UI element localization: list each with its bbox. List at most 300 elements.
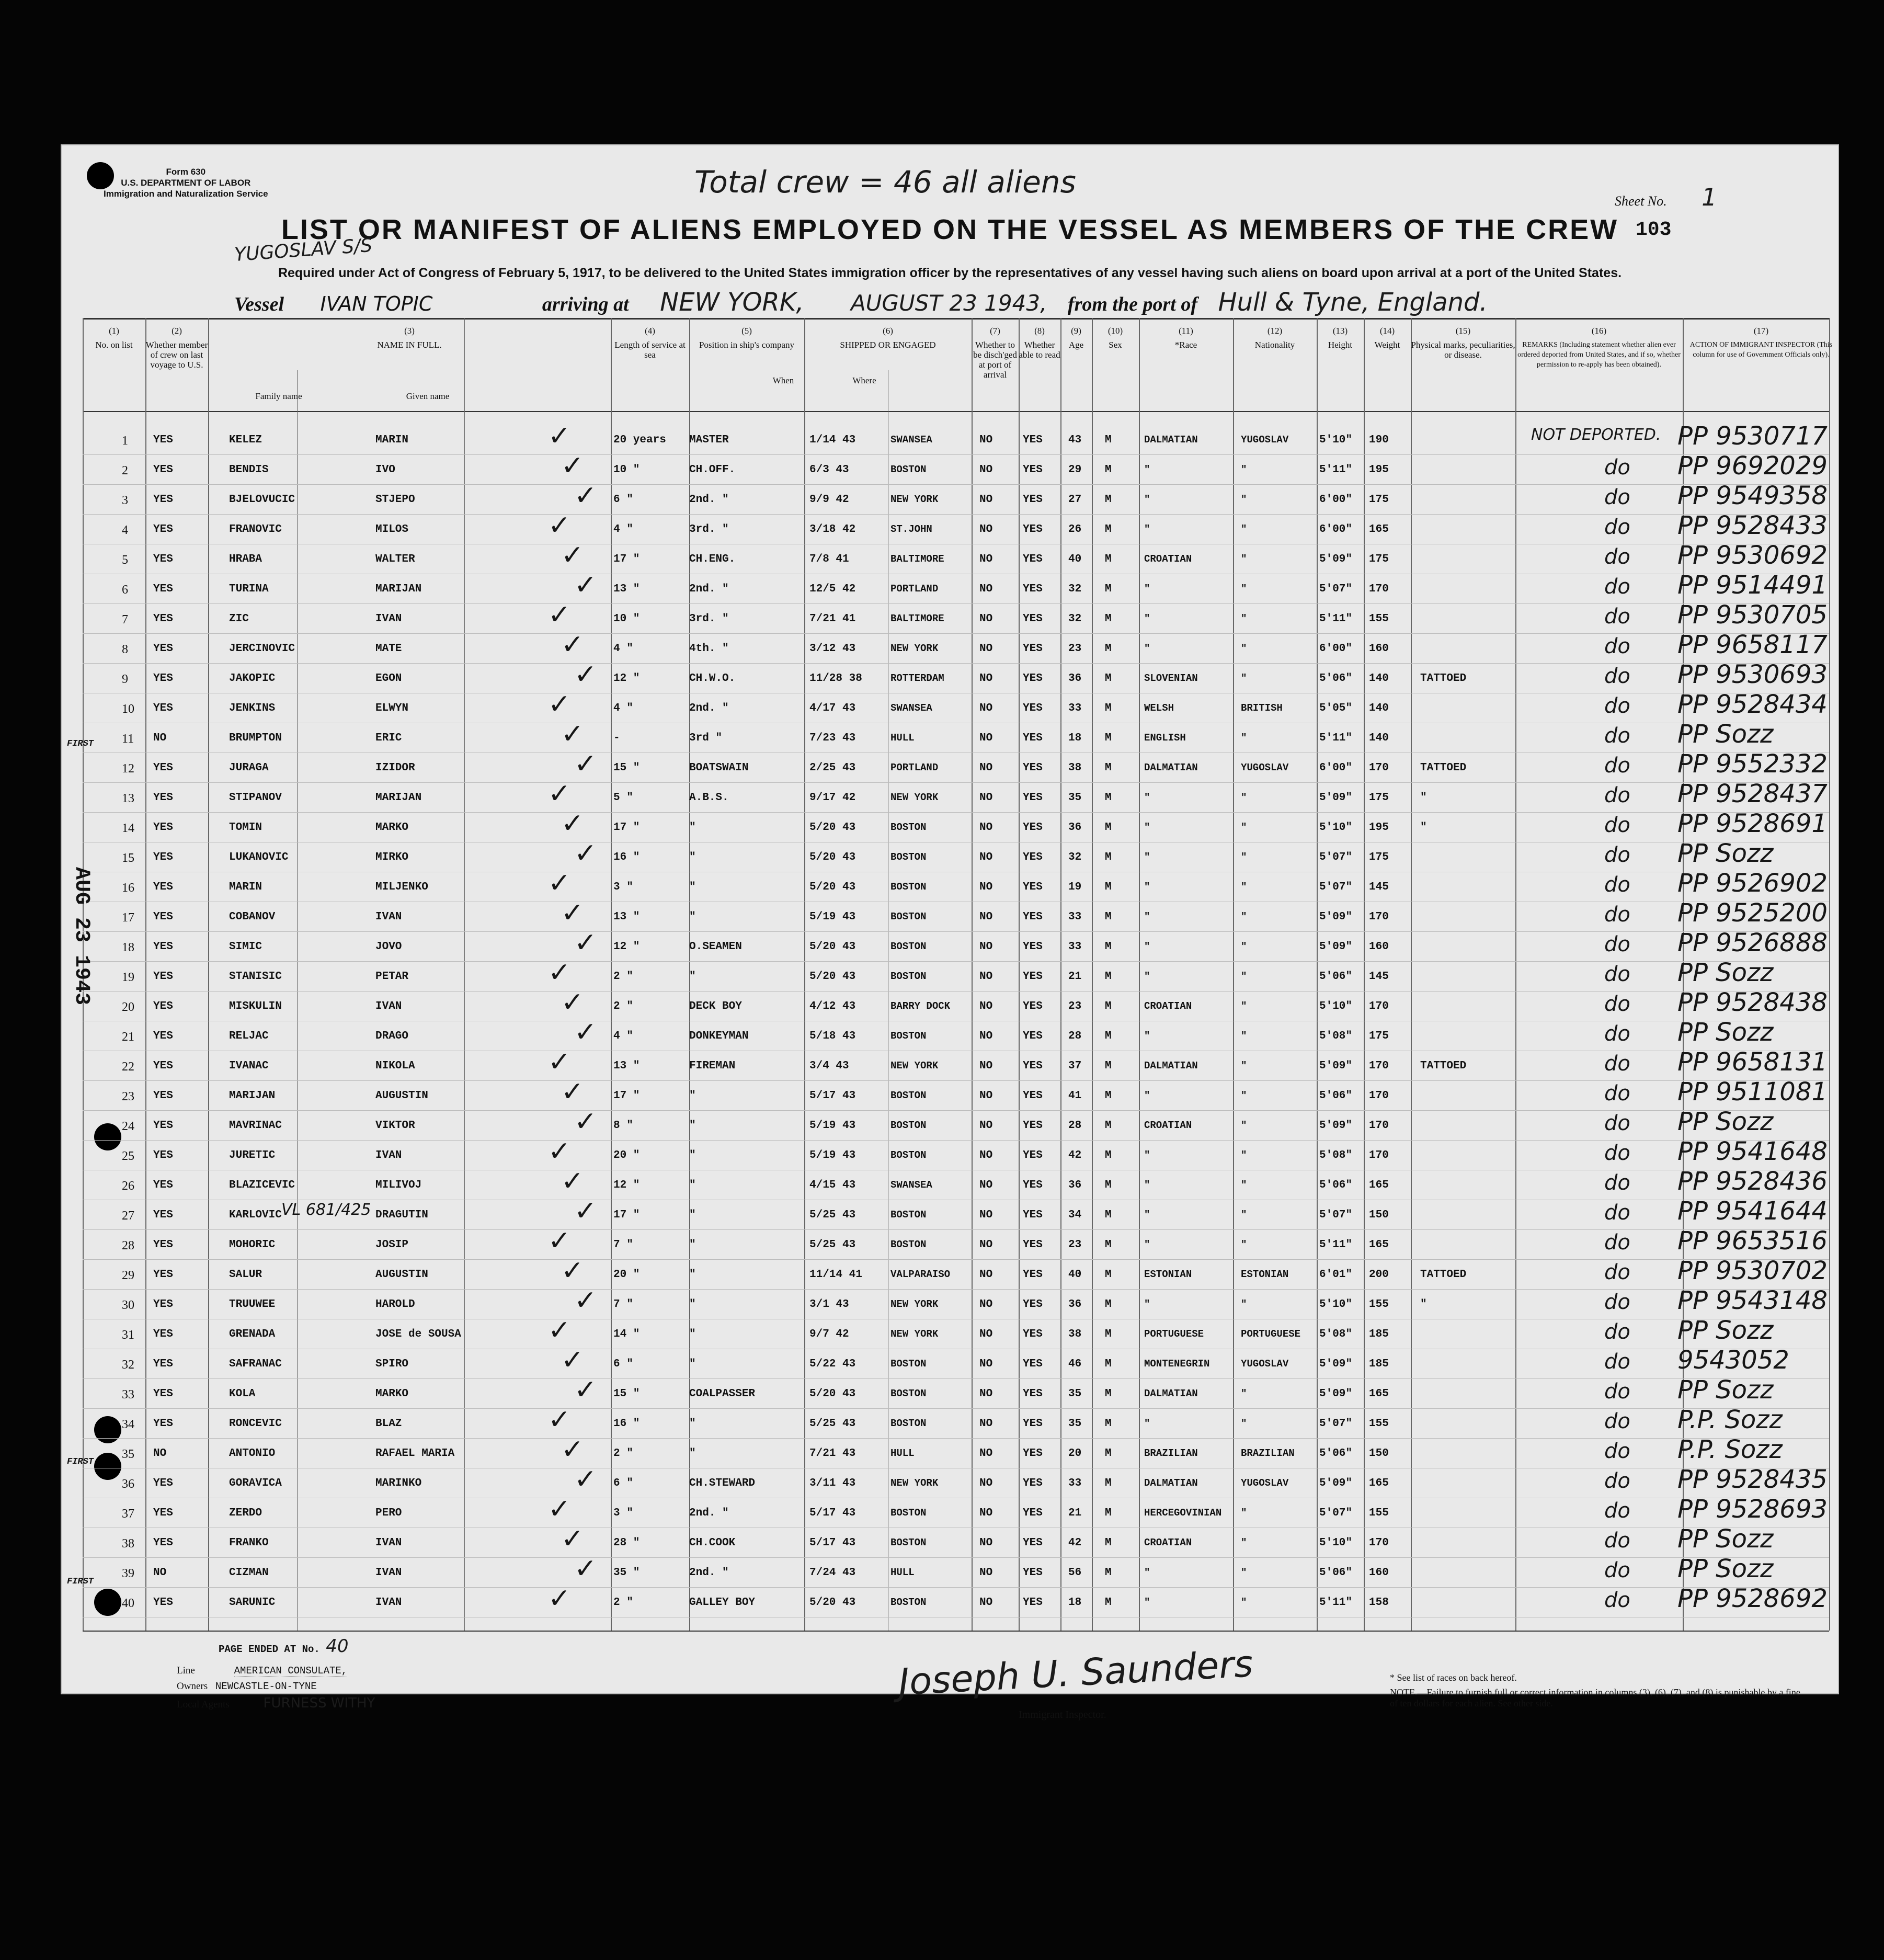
cell-prev: YES <box>153 464 173 476</box>
cell-service: 15 " <box>613 1388 640 1400</box>
cell-race: DALMATIAN <box>1144 1060 1198 1072</box>
cell-age: 32 <box>1068 851 1082 863</box>
cell-remark: do <box>1604 1350 1630 1374</box>
cell-given: RAFAEL MARIA <box>375 1448 455 1460</box>
cell-position: " <box>689 1298 696 1311</box>
cell-no: 35 <box>122 1448 134 1461</box>
cell-race: " <box>1144 523 1150 535</box>
cell-family: FRANOVIC <box>229 523 282 535</box>
cell-family: BJELOVUCIC <box>229 494 295 506</box>
cell-disch: NO <box>979 1149 993 1161</box>
cell-nat: " <box>1241 1209 1247 1221</box>
cell-remark: do <box>1604 1022 1630 1046</box>
cell-nat: " <box>1241 1000 1247 1012</box>
cell-age: 36 <box>1068 822 1082 834</box>
column-number: (15) <box>1455 326 1471 336</box>
cell-inspector-action: PP Sozz <box>1677 1018 1774 1047</box>
cell-when: 7/21 43 <box>809 1448 856 1460</box>
cell-prev: YES <box>153 1239 173 1251</box>
cell-service: 10 " <box>613 464 640 476</box>
cell-race: " <box>1144 1179 1150 1191</box>
cell-remark: do <box>1604 754 1630 778</box>
cell-where: PORTLAND <box>890 762 939 773</box>
cell-height: 5'11" <box>1319 1239 1353 1251</box>
cell-family: HRABA <box>229 553 262 565</box>
check-mark-icon: ✓ <box>548 957 571 988</box>
cell-inspector-action: PP Sozz <box>1677 958 1774 987</box>
cell-prev: YES <box>153 1537 173 1549</box>
cell-service: 16 " <box>613 1418 640 1430</box>
cell-when: 9/17 42 <box>809 792 856 804</box>
check-mark-icon: ✓ <box>561 808 584 839</box>
cell-remark: do <box>1604 1469 1630 1493</box>
line-label: Line <box>177 1665 195 1676</box>
cell-weight: 170 <box>1369 911 1389 923</box>
cell-disch: NO <box>979 1120 993 1132</box>
cell-race: CROATIAN <box>1144 1000 1192 1012</box>
cell-nat: " <box>1241 1507 1247 1519</box>
cell-age: 41 <box>1068 1090 1082 1102</box>
cell-service: 7 " <box>613 1298 633 1311</box>
cell-nat: " <box>1241 1239 1247 1250</box>
check-mark-icon: ✓ <box>548 1315 571 1346</box>
cell-sex: M <box>1105 941 1112 953</box>
cell-where: ST.JOHN <box>890 523 932 535</box>
cell-position: CH.STEWARD <box>689 1477 756 1489</box>
cell-read: YES <box>1023 673 1043 685</box>
cell-family: STIPANOV <box>229 792 282 804</box>
manifest-sheet <box>62 145 1838 1720</box>
check-mark-icon: ✓ <box>548 689 571 720</box>
cell-service: 20 " <box>613 1149 640 1161</box>
cell-family: JENKINS <box>229 702 276 714</box>
check-mark-icon: ✓ <box>548 1225 571 1257</box>
cell-inspector-action: P.P. Sozz <box>1677 1405 1783 1434</box>
cell-family: JERCINOVIC <box>229 643 295 655</box>
line-field <box>177 1665 347 1677</box>
cell-read: YES <box>1023 1477 1043 1489</box>
check-mark-icon: ✓ <box>561 1523 584 1555</box>
cell-where: BOSTON <box>890 1120 927 1131</box>
cell-read: YES <box>1023 1537 1043 1549</box>
cell-height: 5'10" <box>1319 1298 1353 1311</box>
cell-given: DRAGO <box>375 1030 409 1042</box>
check-mark-icon: ✓ <box>574 1106 597 1137</box>
check-mark-icon: ✓ <box>561 1434 584 1465</box>
cell-when: 5/20 43 <box>809 822 856 834</box>
cell-where: BARRY DOCK <box>890 1000 951 1012</box>
cell-weight: 175 <box>1369 1030 1389 1042</box>
cell-remark: NOT DEPORTED. <box>1531 426 1661 444</box>
cell-height: 6'00" <box>1319 494 1353 506</box>
cell-sex: M <box>1105 1448 1112 1460</box>
cell-no: 32 <box>122 1358 134 1372</box>
column-number: (2) <box>172 326 182 336</box>
cell-weight: 165 <box>1369 1388 1389 1400</box>
cell-remark: do <box>1604 724 1630 748</box>
column-number: (14) <box>1379 326 1395 336</box>
cell-sex: M <box>1105 1388 1112 1400</box>
cell-sex: M <box>1105 1507 1112 1519</box>
column-header <box>83 326 145 350</box>
cell-family: JAKOPIC <box>229 673 276 685</box>
inspector-label: Immigrant Inspector. <box>1019 1709 1106 1720</box>
cell-nat: " <box>1241 941 1247 952</box>
cell-inspector-action: PP 9528433 <box>1677 511 1828 540</box>
cell-given: STJEPO <box>375 494 415 506</box>
cell-given: IVAN <box>375 911 402 923</box>
column-label: Whether member of crew on last voyage to U.S. <box>145 340 208 370</box>
cell-remark: do <box>1604 873 1630 897</box>
cell-weight: 160 <box>1369 643 1389 655</box>
subheader-family-name: Family name <box>255 391 302 401</box>
penalty-note: NOTE.—Failure to furnish full or correct information in columns (3), (6), (7), and (8) is punishable by a fine of ten dollars for each alien. See other side. <box>1390 1687 1800 1708</box>
cell-inspector-action: PP 9541644 <box>1677 1196 1828 1226</box>
cell-age: 33 <box>1068 941 1082 953</box>
cell-when: 5/19 43 <box>809 911 856 923</box>
cell-weight: 140 <box>1369 673 1389 685</box>
cell-when: 5/20 43 <box>809 941 856 953</box>
cell-disch: NO <box>979 941 993 953</box>
cell-age: 23 <box>1068 1000 1082 1012</box>
cell-age: 42 <box>1068 1537 1082 1549</box>
cell-given: MARIJAN <box>375 583 422 595</box>
line-value: AMERICAN CONSULATE, <box>234 1665 348 1677</box>
cell-disch: NO <box>979 762 993 774</box>
cell-where: HULL <box>890 1448 915 1459</box>
cell-disch: NO <box>979 1179 993 1191</box>
check-mark-icon: ✓ <box>574 480 597 511</box>
cell-race: " <box>1144 1239 1150 1250</box>
cell-read: YES <box>1023 881 1043 893</box>
column-header <box>1411 326 1515 360</box>
cell-inspector-action: PP 9692029 <box>1677 451 1828 481</box>
check-mark-icon: ✓ <box>574 1374 597 1406</box>
cell-race: WELSH <box>1144 702 1174 714</box>
column-rule <box>804 318 805 1631</box>
cell-age: 20 <box>1068 1448 1082 1460</box>
cell-height: 5'09" <box>1319 792 1353 804</box>
cell-read: YES <box>1023 1388 1043 1400</box>
cell-where: NEW YORK <box>890 1477 939 1489</box>
cell-no: 39 <box>122 1567 134 1580</box>
cell-race: " <box>1144 643 1150 654</box>
cell-disch: NO <box>979 643 993 655</box>
vessel-name: IVAN TOPIC <box>320 292 433 315</box>
cell-inspector-action: PP 9528692 <box>1677 1584 1828 1613</box>
check-mark-icon: ✓ <box>548 778 571 810</box>
cell-sex: M <box>1105 971 1112 983</box>
cell-marks: " <box>1420 822 1427 834</box>
cell-age: 28 <box>1068 1030 1082 1042</box>
cell-no: 12 <box>122 762 134 776</box>
cell-read: YES <box>1023 1418 1043 1430</box>
cell-no: 4 <box>122 523 128 537</box>
cell-nat: " <box>1241 881 1247 893</box>
column-label: Whether to be disch'ged at port of arrival <box>973 340 1017 380</box>
cell-where: BOSTON <box>890 1507 927 1519</box>
column-rule <box>1092 318 1093 1631</box>
column-number: (7) <box>990 326 1000 336</box>
cell-height: 5'06" <box>1319 1090 1353 1102</box>
cell-read: YES <box>1023 1120 1043 1132</box>
cell-nat: " <box>1241 1090 1247 1101</box>
table-top-rule <box>83 318 1829 320</box>
column-label: NAME IN FULL. <box>377 340 442 350</box>
cell-prev: YES <box>153 1090 173 1102</box>
cell-sex: M <box>1105 1120 1112 1132</box>
cell-inspector-action: PP 9658131 <box>1677 1047 1828 1077</box>
cell-inspector-action: PP 9528693 <box>1677 1495 1828 1524</box>
cell-position: " <box>689 1209 696 1221</box>
cell-no: 19 <box>122 971 134 984</box>
column-rule <box>1411 318 1412 1631</box>
cell-remark: do <box>1604 1380 1630 1404</box>
column-rule <box>1139 318 1140 1631</box>
cell-age: 36 <box>1068 673 1082 685</box>
cell-race: SLOVENIAN <box>1144 673 1198 684</box>
cell-marks: TATTOED <box>1420 673 1467 685</box>
cell-given: MARKO <box>375 1388 409 1400</box>
cell-age: 43 <box>1068 434 1082 446</box>
row-rule <box>83 454 1829 455</box>
cell-family: RONCEVIC <box>229 1418 282 1430</box>
cell-when: 3/1 43 <box>809 1298 849 1311</box>
cell-remark: do <box>1604 1171 1630 1195</box>
cell-nat: " <box>1241 643 1247 654</box>
cell-race: " <box>1144 1090 1150 1101</box>
cell-height: 5'09" <box>1319 1358 1353 1370</box>
cell-given: IVO <box>375 464 395 476</box>
cell-where: BOSTON <box>890 822 927 833</box>
cell-where: BOSTON <box>890 881 927 893</box>
column-header <box>208 326 611 350</box>
cell-height: 5'09" <box>1319 553 1353 565</box>
cell-given: MATE <box>375 643 402 655</box>
cell-service: 5 " <box>613 792 633 804</box>
row-rule <box>83 991 1829 992</box>
column-header <box>972 326 1019 380</box>
cell-height: 5'09" <box>1319 1477 1353 1489</box>
row-rule <box>83 1259 1829 1260</box>
cell-nat: " <box>1241 494 1247 505</box>
cell-disch: NO <box>979 1239 993 1251</box>
cell-where: NEW YORK <box>890 1060 939 1072</box>
page-ended <box>219 1636 349 1657</box>
cell-age: 28 <box>1068 1120 1082 1132</box>
cell-given: IZIDOR <box>375 762 415 774</box>
column-number: (5) <box>741 326 752 336</box>
cell-race: " <box>1144 881 1150 893</box>
cell-sex: M <box>1105 1358 1112 1370</box>
cell-position: " <box>689 851 696 863</box>
cell-sex: M <box>1105 613 1112 625</box>
cell-marks: TATTOED <box>1420 1060 1467 1072</box>
cell-prev: YES <box>153 822 173 834</box>
cell-no: 34 <box>122 1418 134 1431</box>
cell-height: 5'06" <box>1319 971 1353 983</box>
cell-no: 33 <box>122 1388 134 1401</box>
cell-family: MARIJAN <box>229 1090 276 1102</box>
cell-where: HULL <box>890 732 915 744</box>
cell-family: STANISIC <box>229 971 282 983</box>
cell-service: 4 " <box>613 702 633 714</box>
cell-remark: do <box>1604 813 1630 837</box>
cell-race: HERCEGOVINIAN <box>1144 1507 1222 1519</box>
cell-age: 32 <box>1068 583 1082 595</box>
cell-family: SAFRANAC <box>229 1358 282 1370</box>
cell-age: 21 <box>1068 1507 1082 1519</box>
cell-height: 5'09" <box>1319 1388 1353 1400</box>
row-rule <box>83 1289 1829 1290</box>
check-mark-icon: ✓ <box>574 569 597 601</box>
stamp-number: 103 <box>1636 219 1672 241</box>
cell-service: 13 " <box>613 911 640 923</box>
cell-age: 18 <box>1068 1597 1082 1609</box>
cell-sex: M <box>1105 1537 1112 1549</box>
cell-prev: YES <box>153 1507 173 1519</box>
cell-inspector-action: PP 9514491 <box>1677 571 1828 600</box>
row-rule <box>83 812 1829 813</box>
cell-weight: 175 <box>1369 553 1389 565</box>
check-mark-icon: ✓ <box>574 1285 597 1316</box>
cell-sex: M <box>1105 1567 1112 1579</box>
cell-age: 35 <box>1068 792 1082 804</box>
act-of-congress-text: Required under Act of Congress of February 5, 1917, to be delivered to the United States immigration officer by the representatives of any vessel having such aliens on board upon arrival at a port of the United States. <box>278 266 1622 280</box>
cell-position: " <box>689 1448 696 1460</box>
row-rule <box>83 1110 1829 1111</box>
cell-position: O.SEAMEN <box>689 941 742 953</box>
cell-position: DONKEYMAN <box>689 1030 749 1042</box>
cell-no: 11 <box>122 732 134 746</box>
cell-remark: do <box>1604 1111 1630 1135</box>
cell-height: 5'07" <box>1319 583 1353 595</box>
cell-given: DRAGUTIN <box>375 1209 428 1221</box>
cell-when: 3/4 43 <box>809 1060 849 1072</box>
cell-given: MILJENKO <box>375 881 428 893</box>
cell-remark: do <box>1604 1081 1630 1106</box>
cell-where: NEW YORK <box>890 792 939 803</box>
cell-disch: NO <box>979 1477 993 1489</box>
cell-given: IVAN <box>375 1149 402 1161</box>
cell-race: PORTUGUESE <box>1144 1328 1204 1340</box>
cell-remark: do <box>1604 515 1630 539</box>
cell-height: 5'11" <box>1319 613 1353 625</box>
cell-given: ELWYN <box>375 702 409 714</box>
cell-read: YES <box>1023 643 1043 655</box>
cell-service: 17 " <box>613 553 640 565</box>
first-mark: FIRST <box>67 739 94 749</box>
column-header <box>1060 326 1092 350</box>
page-ended-label: PAGE ENDED AT No. <box>219 1644 320 1655</box>
cell-weight: 160 <box>1369 1567 1389 1579</box>
cell-service: 13 " <box>613 1060 640 1072</box>
cell-inspector-action: PP 9549358 <box>1677 481 1828 510</box>
cell-when: 4/12 43 <box>809 1000 856 1012</box>
arrival-date: AUGUST 23 1943, <box>850 290 1047 316</box>
cell-prev: YES <box>153 1030 173 1042</box>
cell-service: 8 " <box>613 1120 633 1132</box>
cell-disch: NO <box>979 881 993 893</box>
cell-nat: YUGOSLAV <box>1241 434 1289 446</box>
cell-family: BRUMPTON <box>229 732 282 744</box>
cell-race: " <box>1144 941 1150 952</box>
cell-position: 4th. " <box>689 643 729 655</box>
cell-where: BOSTON <box>890 1418 927 1429</box>
cell-age: 21 <box>1068 971 1082 983</box>
cell-race: " <box>1144 1030 1150 1042</box>
cell-service: 17 " <box>613 1090 640 1102</box>
cell-position: 3rd. " <box>689 613 729 625</box>
cell-age: 19 <box>1068 881 1082 893</box>
cell-position: DECK BOY <box>689 1000 742 1012</box>
cell-nat: " <box>1241 1179 1247 1191</box>
cell-age: 33 <box>1068 1477 1082 1489</box>
table-bottom-rule <box>83 1631 1829 1632</box>
cell-service: 4 " <box>613 643 633 655</box>
cell-prev: YES <box>153 1060 173 1072</box>
cell-sex: M <box>1105 643 1112 655</box>
cell-no: 24 <box>122 1120 134 1133</box>
cell-when: 11/14 41 <box>809 1269 862 1281</box>
column-number: (10) <box>1107 326 1123 336</box>
cell-remark: do <box>1604 634 1630 658</box>
cell-position: 2nd. " <box>689 1507 729 1519</box>
check-mark-icon: ✓ <box>561 987 584 1018</box>
cell-where: BOSTON <box>890 1537 927 1548</box>
cell-nat: YUGOSLAV <box>1241 762 1289 773</box>
cell-inspector-action: PP 9658117 <box>1677 630 1828 659</box>
cell-disch: NO <box>979 583 993 595</box>
column-number: (12) <box>1267 326 1283 336</box>
cell-disch: NO <box>979 971 993 983</box>
cell-no: 18 <box>122 941 134 954</box>
cell-disch: NO <box>979 1090 993 1102</box>
cell-where: ROTTERDAM <box>890 673 944 684</box>
cell-prev: YES <box>153 911 173 923</box>
cell-no: 20 <box>122 1000 134 1014</box>
cell-nat: " <box>1241 523 1247 535</box>
cell-height: 5'06" <box>1319 1179 1353 1191</box>
cell-service: 2 " <box>613 1597 633 1609</box>
cell-when: 12/5 42 <box>809 583 856 595</box>
cell-when: 4/17 43 <box>809 702 856 714</box>
cell-sex: M <box>1105 881 1112 893</box>
punch-hole <box>94 1123 121 1150</box>
cell-nat: " <box>1241 732 1247 744</box>
column-rule <box>611 318 612 1631</box>
cell-read: YES <box>1023 1209 1043 1221</box>
cell-family: MARIN <box>229 881 262 893</box>
check-mark-icon: ✓ <box>561 1255 584 1286</box>
column-label: Position in ship's company <box>699 340 795 350</box>
cell-remark: do <box>1604 1201 1630 1225</box>
cell-race: " <box>1144 464 1150 475</box>
cell-disch: NO <box>979 702 993 714</box>
cell-height: 5'08" <box>1319 1328 1353 1340</box>
cell-given: JOSIP <box>375 1239 409 1251</box>
cell-prev: YES <box>153 1328 173 1340</box>
cell-given: IVAN <box>375 1567 402 1579</box>
cell-service: 15 " <box>613 762 640 774</box>
cell-family: FRANKO <box>229 1537 269 1549</box>
cell-given: AUGUSTIN <box>375 1090 428 1102</box>
cell-weight: 170 <box>1369 1537 1389 1549</box>
cell-inspector-action: PP Sozz <box>1677 839 1774 868</box>
cell-weight: 185 <box>1369 1358 1389 1370</box>
cell-given: MIRKO <box>375 851 409 863</box>
column-label: *Race <box>1174 340 1197 350</box>
